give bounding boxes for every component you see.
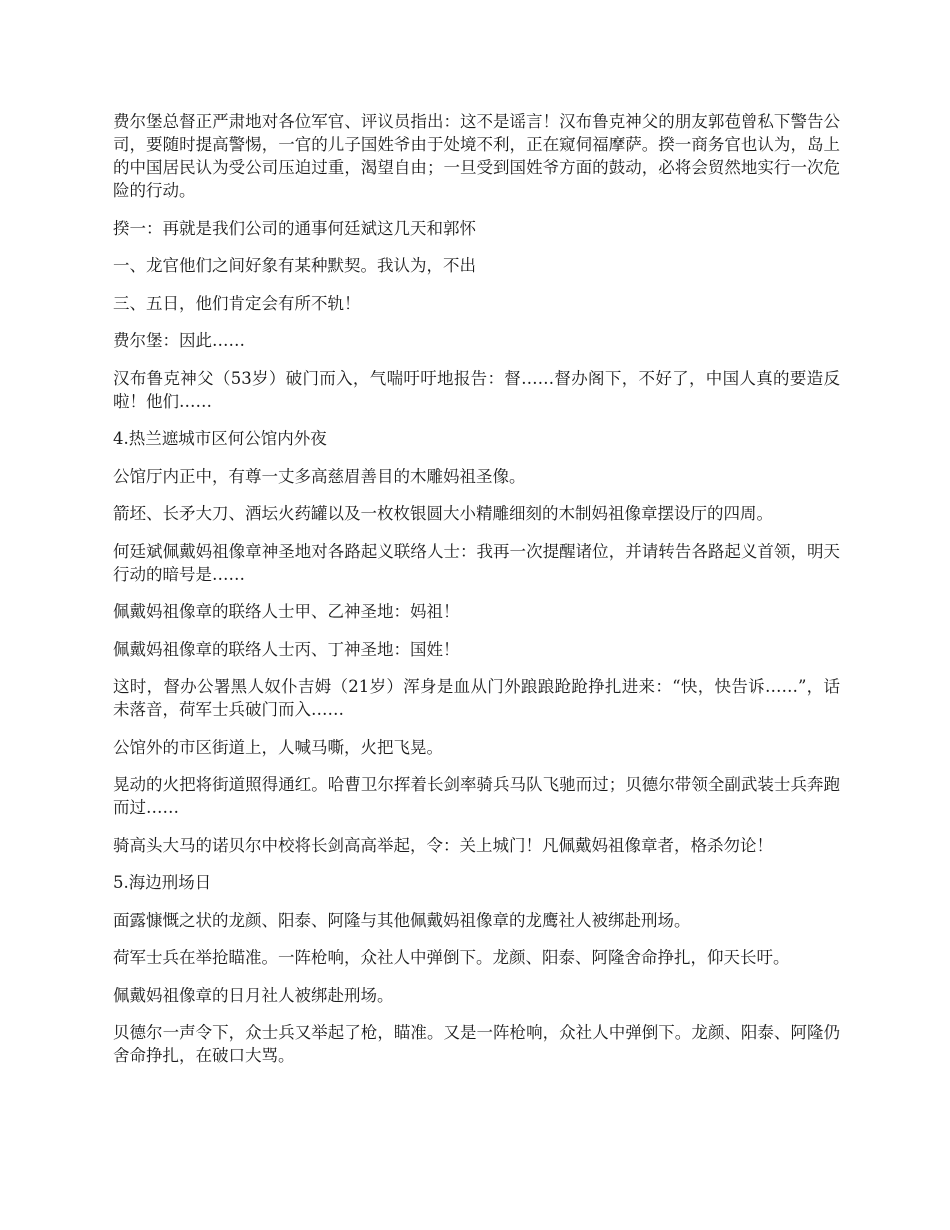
- paragraph: 公馆厅内正中，有尊一丈多高慈眉善目的木雕妈祖圣像。: [113, 466, 526, 486]
- document-page: [113, 110, 840, 1082]
- paragraph: 贝德尔一声令下，众士兵又举起了枪，瞄准。又是一阵枪响，众社人中弹倒下。龙颜、阳泰、阿隆仍舍命挣扎，在破口大骂。: [113, 1023, 840, 1065]
- paragraph: 骑高头大马的诺贝尔中校将长剑高高举起，令：关上城门！凡佩戴妈祖像章者，格杀勿论！: [113, 835, 773, 855]
- paragraph: 佩戴妈祖像章的联络人士丙、丁神圣地：国姓！: [113, 639, 460, 659]
- paragraph: 费尔堡总督正严肃地对各位军官、评议员指出：这不是谣言！汉布鲁克神父的朋友郭苞曾私下警告公司，要随时提高警惕，一官的儿子国姓爷由于处境不利，正在窥伺福摩萨。揆一商务官也认为，岛上的中国居民认为受公司压迫过重，渴望自由；一旦受到国姓爷方面的鼓动，必将会贸然地实行一次危险的行动。: [113, 112, 840, 200]
- paragraph: 揆一：再就是我们公司的通事何廷斌这几天和郭怀: [113, 218, 476, 238]
- paragraph: 晃动的火把将街道照得通红。哈曹卫尔挥着长剑率骑兵马队飞驰而过；贝德尔带领全副武装士兵奔跑而过……: [113, 775, 840, 817]
- paragraph: 荷军士兵在举抢瞄准。一阵枪响，众社人中弹倒下。龙颜、阳泰、阿隆舍命挣扎，仰天长吁。: [113, 948, 790, 967]
- scene-heading: 4.热兰遮城市区何公馆内外夜: [113, 429, 327, 448]
- paragraph: 费尔堡：因此……: [113, 331, 245, 350]
- paragraph: 何廷斌佩戴妈祖像章神圣地对各路起义联络人士：我再一次提醒诸位，并请转告各路起义首领，明天行动的暗号是……: [113, 541, 840, 584]
- paragraph: 公馆外的市区街道上，人喊马嘶，火把飞晃。: [113, 737, 443, 757]
- paragraph: 一、龙官他们之间好象有某种默契。我认为，不出: [113, 256, 476, 275]
- paragraph: 面露慷慨之状的龙颜、阳泰、阿隆与其他佩戴妈祖像章的龙鹰社人被绑赴刑场。: [113, 910, 691, 930]
- paragraph: 佩戴妈祖像章的联络人士甲、乙神圣地：妈祖！: [113, 602, 460, 621]
- paragraph: 三、五日，他们肯定会有所不轨！: [113, 293, 361, 313]
- paragraph: 箭坯、长矛大刀、酒坛火药罐以及一枚枚银圆大小精雕细刻的木制妈祖像章摆设厅的四周。: [113, 504, 773, 523]
- paragraph: 佩戴妈祖像章的日月社人被绑赴刑场。: [113, 985, 394, 1005]
- scene-heading: 5.海边刑场日: [113, 873, 212, 892]
- paragraph: 这时，督办公署黑人奴仆吉姆（21岁）浑身是血从门外踉踉跄跄挣扎进来：“快，快告诉……”，话未落音，荷军士兵破门而入……: [113, 677, 840, 719]
- paragraph: 汉布鲁克神父（53岁）破门而入，气喘吁吁地报告：督……督办阁下，不好了，中国人真的要造反啦！他们……: [113, 368, 840, 411]
